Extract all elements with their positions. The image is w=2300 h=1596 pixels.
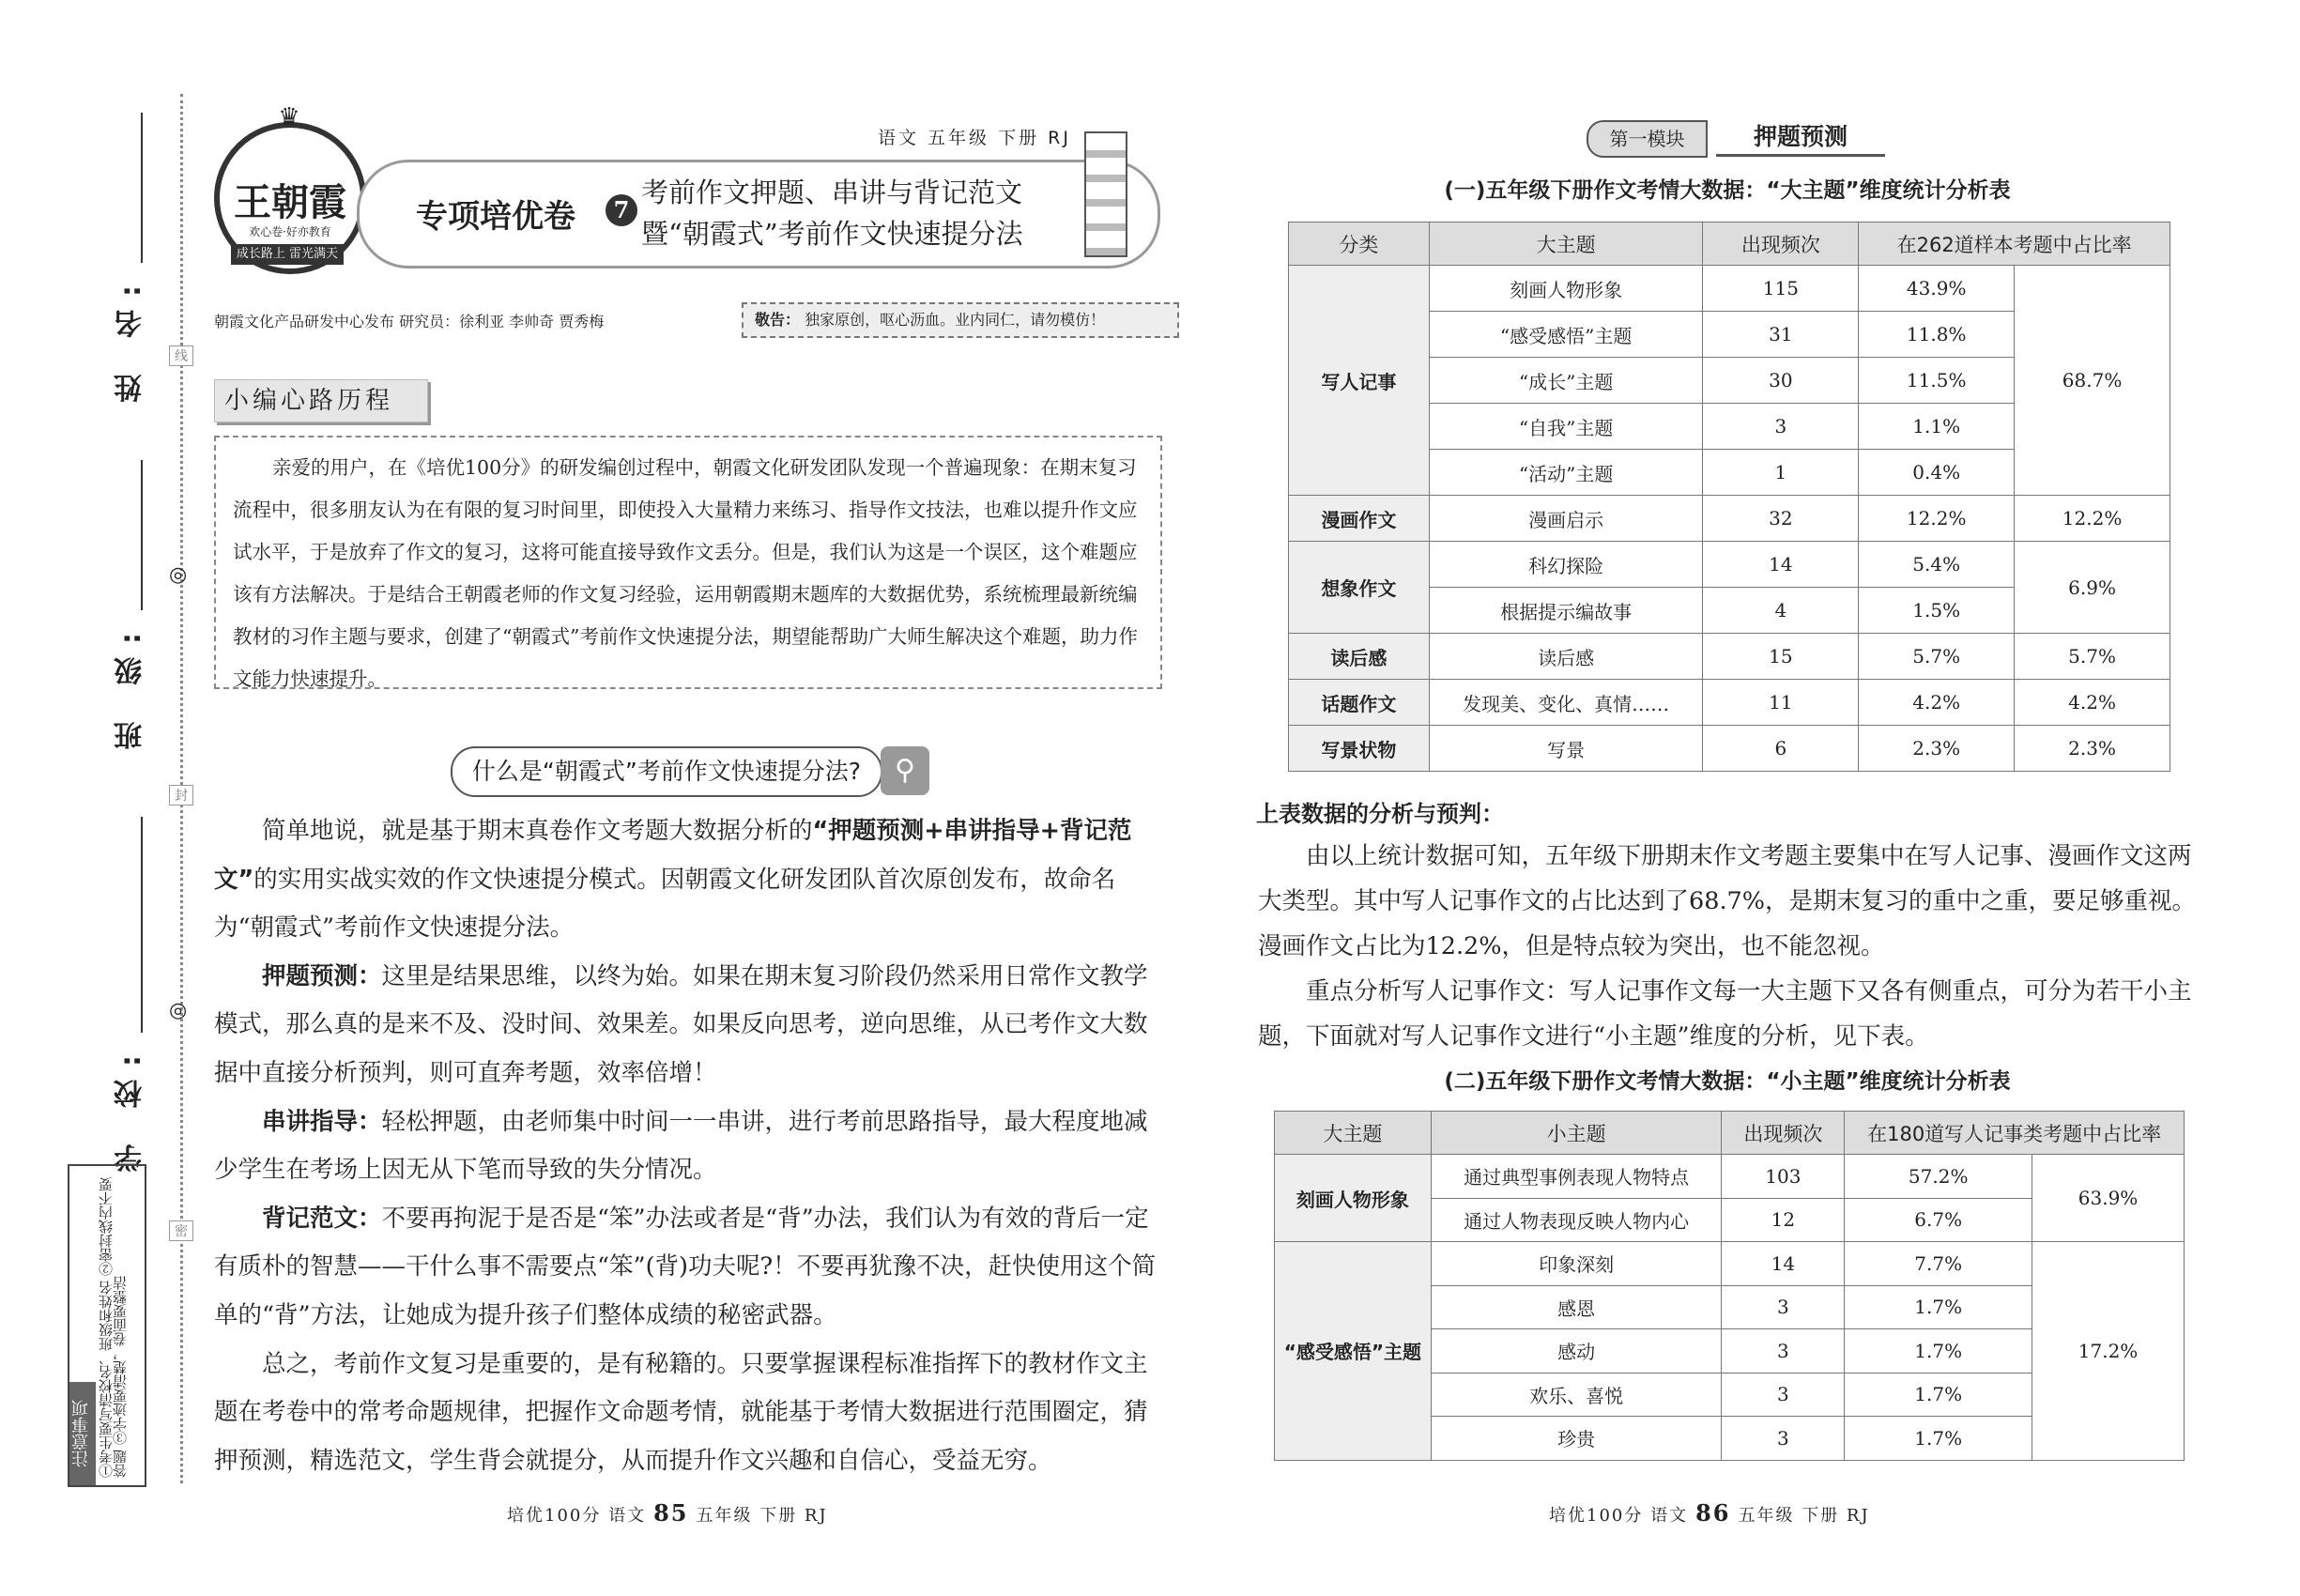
table-total-cell: 17.2% [2032,1242,2185,1461]
magnifier-icon: ⚲ [881,746,929,795]
table1 [1288,222,2170,772]
table-cell: 刻画人物形象 [1429,266,1703,312]
binding-hole-icon: ◎ [169,999,188,1022]
table-cell: 发现美、变化、真情…… [1429,680,1703,726]
table-total-cell: 68.7% [2015,266,2170,496]
series-title: 专项培优卷 [416,198,575,236]
table-total-cell: 4.2% [2015,680,2170,726]
analysis-paragraph: 重点分析写人记事作文：写人记事作文每一大主题下又各有侧重点，可分为若干小主题，下面就对写人记事作文进行“小主题”维度的分析，见下表。 [1258,977,2192,1051]
table-header: 在180道写人记事类考题中占比率 [1845,1112,2185,1155]
table-cell: “成长”主题 [1429,358,1703,404]
notes-title: 注意事项 [69,1382,96,1485]
table-cell: 3 [1703,404,1859,450]
binding-hole-icon: ◎ [169,563,188,587]
title-banner [357,160,1160,269]
class-line[interactable] [141,460,143,610]
table-category-cell: 刻画人物形象 [1275,1155,1432,1242]
table-cell: 11.8% [1859,312,2015,358]
table2 [1274,1111,2185,1461]
table-cell: 感动 [1431,1329,1722,1373]
table-cell: 1.7% [1845,1285,2032,1329]
class-label: 班 级: [115,620,147,750]
table-cell: 103 [1722,1155,1845,1199]
table-cell: 7.7% [1845,1242,2032,1286]
footer-left: 培优100分 语文 85 五年级 下册 RJ [507,1499,828,1527]
table-total-cell: 12.2% [2015,496,2170,542]
table-header: 出现频次 [1722,1112,1845,1155]
table-cell: 57.2% [1845,1155,2032,1199]
table-header: 在262道样本考题中占比率 [1859,223,2170,266]
warning-box [742,302,1179,338]
cut-mark-line: 线 [169,345,193,366]
name-label: 姓 名: [115,272,147,403]
table-cell: 1.1% [1859,404,2015,450]
table-category-cell: 漫画作文 [1289,496,1430,542]
school-line[interactable] [141,817,143,1033]
table-row [1289,496,2170,542]
table-row [1275,1242,2185,1286]
analysis-text [1258,834,2197,1059]
intro-paragraph: 亲爱的用户，在《培优100分》的研发编创过程中，朝霞文化研发团队发现一个普遍现象：在期末复习流程中，很多朋友认为在有限的复习时间里，即使投入大量精力来练习、指导作文技法，也难以提升作文应试水平，于是放弃了作文的复习，这将可能直接导致作文丢分。但是，我们认为这是一个误区，这个难题应该有方法解决。于是结合王朝霞老师的作文复习经验，运用朝霞期末题库的大数据优势，系统梳理最新统编教材的习作主题与要求，创建了“朝霞式”考前作文快速提分法，期望能帮助广大师生解决这个难题，助力作文能力快速提升。 [214,436,1162,689]
table-cell: 5.4% [1859,542,2015,588]
table-cell: 1.5% [1859,588,2015,634]
table-cell: 43.9% [1859,266,2015,312]
table-cell: 1.7% [1845,1329,2032,1373]
table1-title: (一)五年级下册作文考情大数据：“大主题”维度统计分析表 [1444,178,2011,203]
table-cell: 3 [1722,1417,1845,1461]
table-total-cell: 2.3% [2015,726,2170,772]
table-cell: 4 [1703,588,1859,634]
page-number: 86 [1695,1499,1731,1527]
warning-label: 敬告： [755,311,801,329]
table-cell: 6.7% [1845,1198,2032,1242]
table-cell: 30 [1703,358,1859,404]
lighthouse-icon [1084,131,1127,257]
table-cell: 珍贵 [1431,1417,1722,1461]
table-cell: 14 [1703,542,1859,588]
analysis-paragraph: 由以上统计数据可知，五年级下册期末作文考题主要集中在写人记事、漫画作文这两大类型。其中写人记事作文的占比达到了68.7%，是期末复习的重中之重，要足够重视。漫画作文占比为12.2%，但是特点较为突出，也不能忽视。 [1258,842,2197,960]
table-row [1289,726,2170,772]
table-cell: 14 [1722,1242,1845,1286]
table-row [1289,680,2170,726]
table-header: 大主题 [1275,1112,1432,1155]
page-number: 85 [653,1499,689,1527]
warning-text: 独家原创，呕心沥血。业内同仁，请勿模仿！ [805,311,1106,329]
table-cell: 15 [1703,634,1859,680]
table-category-cell: “感受感悟”主题 [1275,1242,1432,1461]
table-cell: 2.3% [1859,726,2015,772]
body-paragraph: 串讲指导：轻松押题，由老师集中时间一一串讲，进行考前思路指导，最大程度地减少学生在考场上因无从下笔而导致的失分情况。 [214,1107,1148,1185]
table-total-cell: 5.7% [2015,634,2170,680]
table-header: 出现频次 [1703,223,1859,266]
table-cell: 读后感 [1429,634,1703,680]
table-cell: 通过典型事例表现人物特点 [1431,1155,1722,1199]
table-cell: 欢乐、喜悦 [1431,1373,1722,1417]
notes-text: ①考生要写清校名、班级和姓名 ②密封线内不要答题 ③字迹要清楚，卷面要整洁 [98,1177,129,1478]
table-cell: 1.7% [1845,1373,2032,1417]
table-cell: 115 [1703,266,1859,312]
table-cell: 6 [1703,726,1859,772]
cut-mark-secret: 密 [169,1220,193,1241]
table-header: 小主题 [1431,1112,1722,1155]
paper-title-line2: 暨“朝霞式”考前作文快速提分法 [641,218,1023,250]
table-cell: 1.7% [1845,1417,2032,1461]
analysis-heading: 上表数据的分析与预判： [1256,801,1504,827]
table-category-cell: 话题作文 [1289,680,1430,726]
body-paragraph: 总之，考前作文复习是重要的，是有秘籍的。只要掌握课程标准指挥下的教材作文主题在考卷中的常考命题规律，把握作文命题考情，就能基于考情大数据进行范围圈定，猜押预测，精选范文，学生背会就提分，从而提升作文兴趣和自信心，受益无穷。 [214,1349,1148,1475]
paper-title [641,172,1023,254]
table-cell: 11 [1703,680,1859,726]
body-paragraph: 押题预测：这里是结果思维，以终为始。如果在期末复习阶段仍然采用日常作文教学模式，那么真的是来不及、没时间、效果差。如果反向思考，逆向思维，从已考作文大数据中直接分析预判，则可直奔考题，效率倍增！ [214,961,1148,1087]
logo-ribbon: 成长路上 雷光满天 [231,244,344,265]
method-body [214,807,1164,1485]
table-cell: 12.2% [1859,496,2015,542]
logo-subtext: 欢心卷·好亦教育 [249,225,331,238]
table-total-cell: 63.9% [2032,1155,2185,1242]
table-cell: “自我”主题 [1429,404,1703,450]
table-total-cell: 6.9% [2015,542,2170,634]
table-header: 大主题 [1429,223,1703,266]
table-category-cell: 读后感 [1289,634,1430,680]
body-paragraph: 背记范文：不要再拘泥于是否是“笨”办法或者是“背”办法，我们认为有效的背后一定有质朴的智慧——干什么事不需要点“笨”(背)功夫呢?！不要再犹豫不决，赶快使用这个简单的“背”方法，让她成为提升孩子们整体成绩的秘密武器。 [214,1204,1157,1329]
table-category-cell: 想象作文 [1289,542,1430,634]
table-cell: 11.5% [1859,358,2015,404]
cut-mark-seal: 封 [169,785,193,806]
notes-box [68,1164,146,1487]
table-cell: 根据提示编故事 [1429,588,1703,634]
table-cell: 32 [1703,496,1859,542]
table-cell: 1 [1703,450,1859,496]
footer-right: 培优100分 语文 86 五年级 下册 RJ [1549,1499,1870,1527]
table-cell: 3 [1722,1373,1845,1417]
subject-meta: 语文 五年级 下册 RJ [878,128,1071,148]
table-cell: 漫画启示 [1429,496,1703,542]
table-row [1289,542,2170,588]
module-name: 押题预测 [1716,120,1885,157]
table-cell: 印象深刻 [1431,1242,1722,1286]
publisher-info: 朝霞文化产品研发中心发布 研究员：徐利亚 李帅奇 贾秀梅 [214,313,605,330]
table-cell: 科幻探险 [1429,542,1703,588]
paper-title-line1: 考前作文押题、串讲与背记范文 [641,176,1023,208]
body-paragraph: 简单地说，就是基于期末真卷作文考题大数据分析的“押题预测+串讲指导+背记范文”的实用实战实效的作文快速提分模式。因朝霞文化研发团队首次原创发布，故命名为“朝霞式”考前作文快速提分法。 [214,817,1132,943]
name-line[interactable] [141,113,143,263]
table-cell: 通过人物表现反映人物内心 [1431,1198,1722,1242]
table-cell: 31 [1703,312,1859,358]
table-cell: 3 [1722,1285,1845,1329]
table-row [1275,1155,2185,1199]
table-header: 分类 [1289,223,1430,266]
table-cell: 5.7% [1859,634,2015,680]
series-number: 7 [606,194,637,226]
editor-notes-heading: 小编心路历程 [214,379,428,422]
table-cell: 3 [1722,1329,1845,1373]
table-cell: 4.2% [1859,680,2015,726]
table-cell: 感恩 [1431,1285,1722,1329]
table-category-cell: 写人记事 [1289,266,1430,496]
table-cell: “感受感悟”主题 [1429,312,1703,358]
logo-text: 王朝霞 [234,180,346,224]
table-cell: “活动”主题 [1429,450,1703,496]
table-row [1289,266,2170,312]
crown-icon: ♛ [278,103,302,131]
table-cell: 写景 [1429,726,1703,772]
table-cell: 0.4% [1859,450,2015,496]
table2-title: (二)五年级下册作文考情大数据：“小主题”维度统计分析表 [1444,1069,2011,1094]
table-category-cell: 写景状物 [1289,726,1430,772]
school-label: 学 校: [115,1042,147,1173]
table-cell: 12 [1722,1198,1845,1242]
module-number: 第一模块 [1587,120,1708,158]
question-heading: 什么是“朝霞式”考前作文快速提分法? [451,746,882,797]
table-row [1289,634,2170,680]
module-tag [1587,120,1887,156]
